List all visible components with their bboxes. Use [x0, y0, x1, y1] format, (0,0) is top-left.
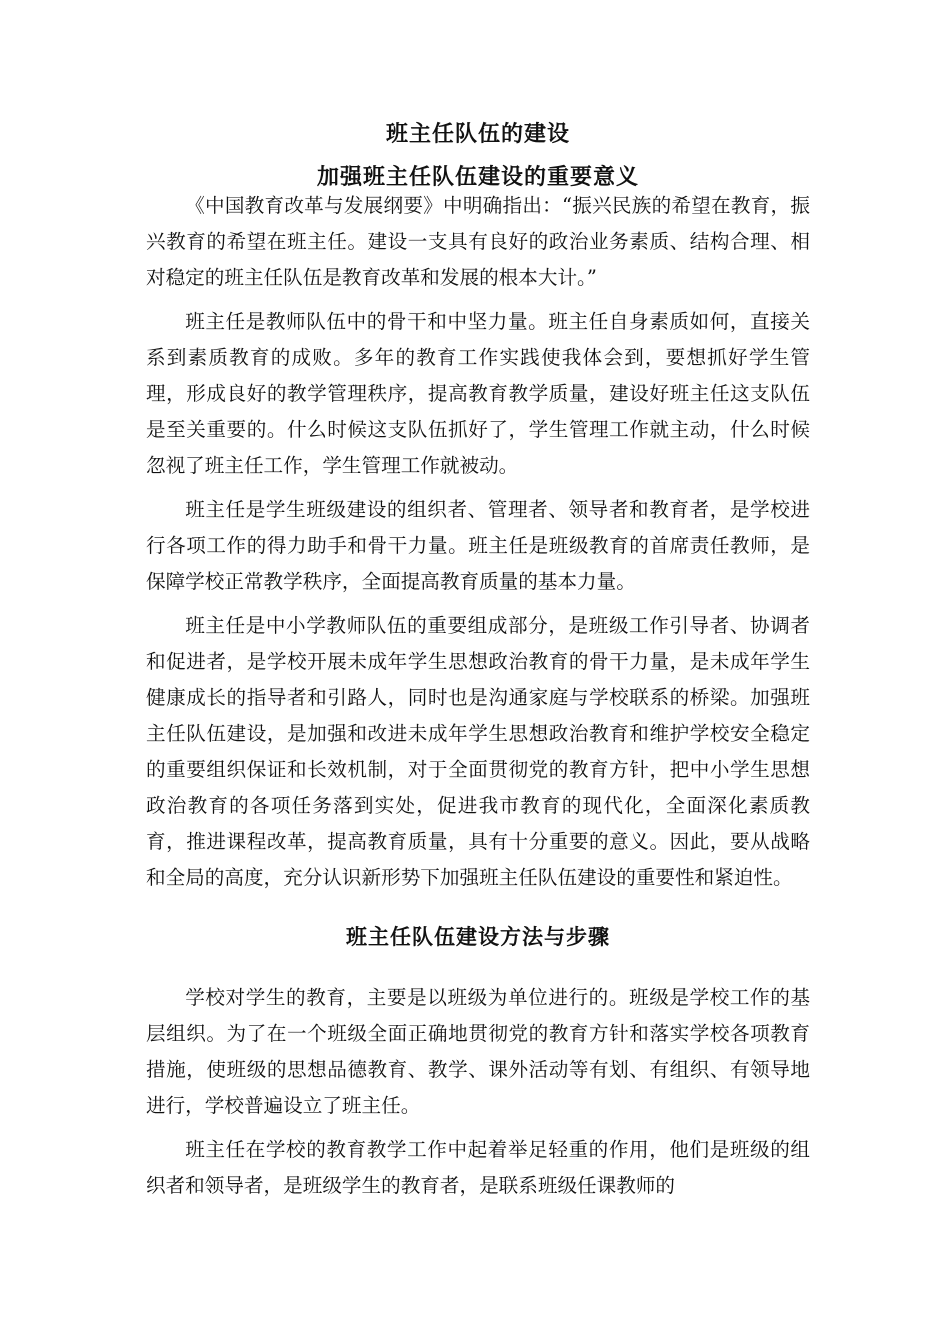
document-title: 班主任队伍的建设: [385, 122, 570, 147]
paragraph: 班主任是中小学教师队伍的重要组成部分，是班级工作引导者、协调者和促进者，是学校开展未成年学生思想政治教育的骨干力量，是未成年学生健康成长的指导者和引路人，同时也是沟通家庭与学校联系的桥梁。加强班主任队伍建设，是加强和改进未成年学生思想政治教育和维护学校安全稳定的重要组织保证和长效机制，对于全面贯彻党的教育方针，把中小学生思想政治教育的各项任务落到实处，促进我市教育的现代化，全面深化素质教育，推进课程改革，提高教育质量，具有十分重要的意义。因此，要从战略和全局的高度，充分认识新形势下加强班主任队伍建设的重要性和紧迫性。: [146, 614, 810, 889]
section-heading-methods: 班主任队伍建设方法与步骤: [346, 925, 610, 949]
document-body: [146, 118, 810, 1204]
paragraph: 学校对学生的教育，主要是以班级为单位进行的。班级是学校工作的基层组织。为了在一个班级全面正确地贯彻党的教育方针和落实学校各项教育措施，使班级的思想品德教育、教学、课外活动等有划、有组织、有领导地进行，学校普遍设立了班主任。: [146, 986, 810, 1117]
paragraph: 班主任在学校的教育教学工作中起着举足轻重的作用，他们是班级的组织者和领导者，是班级学生的教育者，是联系班级任课教师的: [146, 1138, 810, 1197]
paragraph: 《中国教育改革与发展纲要》中明确指出：“振兴民族的希望在教育，振兴教育的希望在班主任。建设一支具有良好的政治业务素质、结构合理、相对稳定的班主任队伍是教育改革和发展的根本大计。”: [146, 194, 810, 289]
section-heading-significance: 加强班主任队伍建设的重要意义: [316, 165, 639, 190]
paragraph: 班主任是教师队伍中的骨干和中坚力量。班主任自身素质如何，直接关系到素质教育的成败。多年的教育工作实践使我体会到，要想抓好学生管理，形成良好的教学管理秩序，提高教育教学质量，建设好班主任这支队伍是至关重要的。什么时候这支队伍抓好了，学生管理工作就主动，什么时候忽视了班主任工作，学生管理工作就被动。: [146, 310, 810, 477]
paragraph: 班主任是学生班级建设的组织者、管理者、领导者和教育者，是学校进行各项工作的得力助手和骨干力量。班主任是班级教育的首席责任教师，是保障学校正常教学秩序，全面提高教育质量的基本力量。: [146, 498, 810, 593]
